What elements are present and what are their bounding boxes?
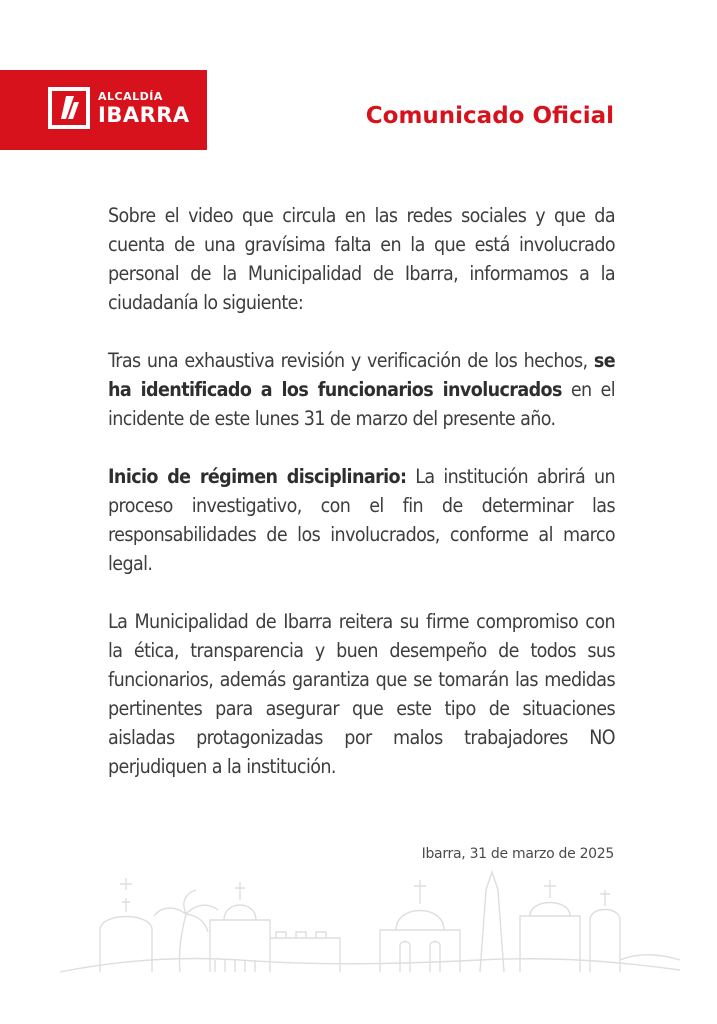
- paragraph-text: Sobre el video que circula en las redes sociales y que da cuenta de una gravísima falta en la que está involucrado personal de la Municipalidad de Ibarra, informamos a la ciudadanía lo siguiente:: [108, 204, 615, 314]
- logo-line-2: IBARRA: [98, 102, 190, 127]
- paragraph-text: La Municipalidad de Ibarra reitera su firme compromiso con la ética, transparencia y buen desempeño de todos sus funcionarios, además garantiza que se tomarán las medidas pertinentes para asegurar que este tipo de situaciones aisladas protagonizadas por malos trabajadores NO perjudiquen a la institución.: [108, 610, 615, 778]
- statement-body: [108, 201, 615, 810]
- paragraph-text: en el incidente de este lunes 31 de marzo del presente año.: [108, 378, 615, 430]
- logo-mark-icon: [48, 87, 90, 129]
- bold-text: Inicio de régimen disciplinario:: [108, 465, 407, 488]
- logo-text: [98, 91, 190, 126]
- paragraph-text: La institución abrirá un proceso investigativo, con el fin de determinar las responsabilidades de los involucrados, conforme al marco legal.: [108, 465, 615, 575]
- paragraph-text: Tras una exhaustiva revisión y verificación de los hechos,: [108, 349, 594, 372]
- paragraph: [108, 607, 615, 781]
- paragraph: [108, 462, 615, 578]
- place-and-date: Ibarra, 31 de marzo de 2025: [421, 846, 614, 862]
- paragraph: [108, 201, 615, 317]
- logo-line-1: ALCALDÍA: [98, 89, 163, 103]
- paragraph: [108, 346, 615, 433]
- header-banner: [0, 70, 207, 150]
- alcaldia-logo: [48, 87, 190, 129]
- page-title: Comunicado Oficial: [365, 103, 614, 129]
- bold-text: se ha identificado a los funcionarios involucrados: [108, 349, 615, 401]
- city-skyline-illustration: [60, 860, 680, 990]
